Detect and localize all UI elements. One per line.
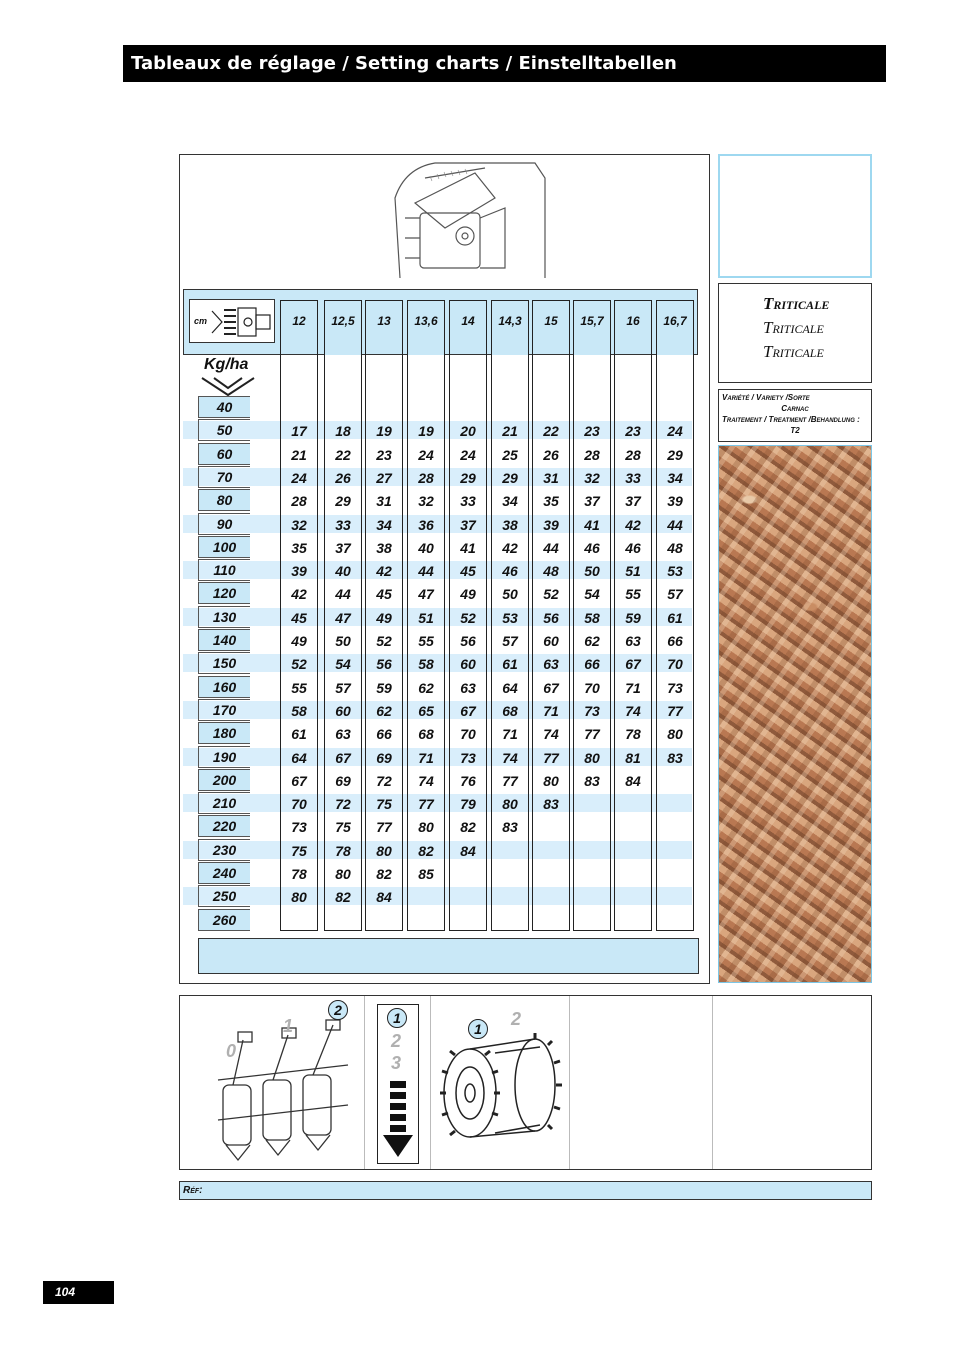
lever-pos-1: 1 [283,1016,294,1036]
rate-cell: 59 [625,609,641,626]
rate-cell: 29 [667,446,683,463]
rate-cell: 74 [543,726,559,743]
seed-rate-icon [189,299,275,343]
rate-cell: 75 [335,819,351,836]
column-header: 14 [461,314,475,328]
rate-cell: 49 [460,586,476,603]
rate-cell: 76 [460,772,476,789]
rate-cell: 61 [667,609,683,626]
rate-cell: 50 [584,563,600,580]
rate-cell: 48 [667,539,683,556]
rate-cell: 40 [335,563,351,580]
rate-cell: 32 [291,516,307,533]
rate-cell: 70 [667,656,683,673]
rate-cell: 81 [625,749,641,766]
rate-cell: 19 [418,423,434,440]
rate-cell: 73 [460,749,476,766]
rate-cell: 50 [335,633,351,649]
rate-cell: 77 [418,796,434,813]
rate-cell: 58 [584,609,600,626]
reference-bar [179,1181,872,1200]
rate-cell: 37 [335,539,351,556]
rate-cell: 80 [502,796,518,813]
rate-cell: 37 [584,493,600,510]
rate-cell: 82 [460,819,476,836]
rate-cell: 78 [625,726,641,743]
column-header: 14,3 [492,301,528,355]
rate-cell: 46 [502,563,518,580]
rate-cell: 77 [584,726,600,743]
kg-ha-label: 120 [198,582,250,604]
rate-cell: 28 [584,446,600,463]
kg-ha-label: 80 [198,489,250,511]
rate-cell: 39 [667,493,683,510]
rate-cell: 77 [667,702,683,719]
rate-cell: 78 [291,866,307,882]
rate-cell: 80 [376,842,392,859]
gearbox-illustration [385,158,560,285]
rate-cell: 26 [543,446,559,463]
rate-cell: 67 [335,749,351,766]
kg-ha-label: 210 [198,792,250,814]
rate-cell: 41 [584,516,600,533]
rate-cell: 74 [418,772,434,789]
rate-cell: 57 [667,586,683,603]
rate-cell: 56 [376,656,392,673]
rate-cell: 22 [543,423,559,440]
rate-cell: 67 [543,679,559,696]
rate-cell: 48 [543,563,559,580]
rate-cell: 46 [584,539,600,556]
rate-cell: 53 [667,563,683,580]
ref-label: Réf: [183,1185,203,1196]
rate-cell: 83 [584,772,600,789]
rate-cell: 83 [502,819,518,836]
rate-cell: 70 [460,726,476,743]
rate-cell: 22 [335,446,351,463]
rate-cell: 40 [418,539,434,556]
rate-cell: 29 [335,493,351,510]
rate-cell: 69 [335,772,351,789]
rate-cell: 53 [502,609,518,626]
kg-ha-label: 70 [198,466,250,488]
grain-photo [718,445,872,983]
rate-cell: 24 [291,469,307,486]
variety-label: Variété / Variety /Sorte [722,393,810,402]
rate-cell: 52 [376,633,392,649]
rate-cell: 58 [291,702,307,719]
column-header: 12,5 [325,301,361,355]
rate-cell: 45 [291,609,307,626]
rate-cell: 72 [376,772,392,789]
blank-info-box [718,154,872,278]
rate-cell: 28 [625,446,641,463]
rate-cell: 71 [625,679,641,696]
rate-cell: 80 [584,749,600,766]
kg-ha-label: 220 [198,815,250,837]
rate-cell: 36 [418,516,434,533]
kg-ha-label: 200 [198,769,250,791]
gear-pos-2: 2 [391,1031,402,1051]
rate-cell: 73 [584,702,600,719]
rate-cell: 49 [291,633,307,649]
kg-ha-label: 150 [198,652,250,674]
rate-cell: 33 [625,469,641,486]
rate-cell: 84 [376,889,392,906]
rate-cell: 23 [625,423,641,440]
rate-cell: 72 [335,796,351,813]
kg-ha-label: 130 [198,606,250,628]
rate-cell: 64 [291,749,307,766]
rate-cell: 52 [543,586,559,603]
rate-cell: 63 [335,726,351,743]
rate-cell: 68 [502,702,518,719]
rate-cell: 70 [584,679,600,696]
wheel-illustration [440,1033,565,1143]
rate-cell: 32 [418,493,434,510]
rate-cell: 42 [625,516,641,533]
rate-cell: 23 [376,446,392,463]
kg-ha-label: 160 [198,676,250,698]
rate-cell: 80 [291,889,307,906]
rate-cell: 42 [291,586,307,603]
rate-cell: 51 [625,563,641,580]
rate-cell: 34 [376,516,392,533]
rate-cell: 55 [291,679,307,696]
speed-bars-icon [382,1079,414,1159]
rate-cell: 39 [291,563,307,580]
table-footer-band [198,938,699,974]
rate-cell: 52 [291,656,307,673]
rate-cell: 44 [335,586,351,603]
rate-cell: 31 [376,493,392,510]
rate-cell: 85 [418,866,434,882]
rate-cell: 42 [502,539,518,556]
rate-cell: 28 [291,493,307,510]
rate-cell: 54 [584,586,600,603]
kg-ha-label: 260 [198,909,250,931]
rate-cell: 84 [625,772,641,789]
rate-cell: 26 [335,469,351,486]
rate-cell: 71 [502,726,518,743]
rate-cell: 24 [460,446,476,463]
rate-cell: 78 [335,842,351,859]
cm-label: cm [194,316,208,326]
rate-cell: 71 [543,702,559,719]
rate-cell: 62 [584,633,600,649]
rate-cell: 60 [460,656,476,673]
rate-cell: 29 [502,469,518,486]
rate-cell: 68 [418,726,434,743]
rate-cell: 80 [335,866,351,882]
page-number: 104 [43,1281,114,1304]
rate-cell: 80 [418,819,434,836]
treatment-value: T2 [790,426,800,435]
kg-ha-label: 180 [198,722,250,744]
down-arrow-icon [200,376,256,398]
kg-ha-label: 100 [198,536,250,558]
kg-ha-label: 140 [198,629,250,651]
lever-pos-0: 0 [226,1041,237,1061]
rate-cell: 59 [376,679,392,696]
treatment-label: Traitement / Treatment /Behandlung : [722,415,860,424]
rate-cell: 63 [543,656,559,673]
rate-cell: 57 [502,633,518,649]
kg-ha-label: 170 [198,699,250,721]
rate-cell: 33 [460,493,476,510]
column-header: 16 [626,314,640,328]
rate-cell: 82 [376,866,392,882]
rate-cell: 73 [667,679,683,696]
rate-cell: 67 [460,702,476,719]
rate-cell: 50 [502,586,518,603]
crop-name-box [718,283,872,383]
rate-cell: 80 [543,772,559,789]
rate-cell: 41 [460,539,476,556]
rate-cell: 37 [460,516,476,533]
rate-cell: 66 [584,656,600,673]
rate-cell: 83 [543,796,559,813]
rate-cell: 77 [502,772,518,789]
rate-cell: 56 [543,609,559,626]
rate-cell: 62 [376,702,392,719]
rate-cell: 45 [460,563,476,580]
rate-cell: 25 [502,446,518,463]
rate-cell: 70 [291,796,307,813]
rate-cell: 32 [584,469,600,486]
rate-cell: 38 [376,539,392,556]
rate-cell: 31 [543,469,559,486]
column-header: 13 [377,314,391,328]
kg-ha-label: 190 [198,746,250,768]
kg-ha-label: 230 [198,839,250,861]
rate-cell: 57 [335,679,351,696]
kg-ha-label: 110 [198,559,250,581]
page-header: Tableaux de réglage / Setting charts / Einstelltabellen [123,45,886,82]
rate-cell: 51 [418,609,434,626]
rate-cell: 82 [335,889,351,906]
rate-cell: 47 [418,586,434,603]
wheel-selected-badge: 1 [468,1019,488,1039]
rate-cell: 28 [418,469,434,486]
rate-cell: 61 [291,726,307,743]
rate-cell: 54 [335,656,351,673]
rate-cell: 67 [291,772,307,789]
rate-cell: 37 [625,493,641,510]
rate-cell: 61 [502,656,518,673]
column-header: 12 [292,314,306,328]
crop-name-fr: Triticale [763,294,830,313]
rate-cell: 60 [335,702,351,719]
rate-cell: 71 [418,749,434,766]
rate-cell: 18 [335,423,351,440]
rate-cell: 62 [418,679,434,696]
rate-cell: 29 [460,469,476,486]
rate-cell: 56 [460,633,476,649]
rate-cell: 24 [418,446,434,463]
rate-cell: 60 [543,633,559,649]
variety-value: Carnac [781,404,809,413]
rate-cell: 49 [376,609,392,626]
wheel-pos-2: 2 [511,1009,522,1029]
kg-ha-label: 40 [198,396,250,418]
rate-cell: 63 [460,679,476,696]
rate-cell: 47 [335,609,351,626]
unit-label: Kg/ha [204,356,249,373]
rate-cell: 77 [376,819,392,836]
rate-cell: 21 [502,423,518,440]
rate-cell: 80 [667,726,683,743]
column-header: 15 [544,314,558,328]
rate-cell: 23 [584,423,600,440]
kg-ha-label: 240 [198,862,250,884]
variety-box [718,389,872,442]
rate-cell: 21 [291,446,307,463]
rate-cell: 46 [625,539,641,556]
rate-cell: 52 [460,609,476,626]
rate-cell: 38 [502,516,518,533]
rate-cell: 75 [291,842,307,859]
rate-cell: 39 [543,516,559,533]
rate-cell: 73 [291,819,307,836]
column-header: 16,7 [657,301,693,355]
rate-cell: 24 [667,423,683,440]
rate-cell: 67 [625,656,641,673]
lever-selected-badge: 2 [328,1000,348,1020]
rate-cell: 69 [376,749,392,766]
rate-cell: 44 [418,563,434,580]
rate-cell: 65 [418,702,434,719]
rate-cell: 17 [291,423,307,440]
rate-cell: 34 [667,469,683,486]
rate-cell: 84 [460,842,476,859]
rate-cell: 44 [667,516,683,533]
rate-cell: 19 [376,423,392,440]
rate-cell: 44 [543,539,559,556]
rate-cell: 74 [625,702,641,719]
rate-cell: 55 [418,633,434,649]
rate-cell: 34 [502,493,518,510]
rate-cell: 83 [667,749,683,766]
crop-name-de: Triticale [763,342,824,361]
rate-cell: 35 [291,539,307,556]
kg-ha-label: 60 [198,443,250,465]
rate-cell: 74 [502,749,518,766]
kg-ha-label: 90 [198,513,250,535]
rate-cell: 64 [502,679,518,696]
column-header: 15,7 [574,301,610,355]
rate-cell: 33 [335,516,351,533]
rate-cell: 35 [543,493,559,510]
rate-cell: 45 [376,586,392,603]
rate-cell: 77 [543,749,559,766]
gear-pos-3: 3 [391,1053,402,1073]
kg-ha-label: 50 [198,419,250,441]
rate-cell: 58 [418,656,434,673]
rate-cell: 79 [460,796,476,813]
rate-cell: 55 [625,586,641,603]
kg-ha-label: 250 [198,885,250,907]
gear-selected-badge: 1 [387,1008,407,1028]
rate-cell: 66 [667,633,683,649]
crop-name-en: Triticale [763,318,824,337]
rate-cell: 42 [376,563,392,580]
rate-cell: 63 [625,633,641,649]
rate-cell: 66 [376,726,392,743]
rate-cell: 20 [460,423,476,440]
rate-cell: 82 [418,842,434,859]
column-header: 13,6 [408,301,444,355]
rate-cell: 75 [376,796,392,813]
rate-cell: 27 [376,469,392,486]
